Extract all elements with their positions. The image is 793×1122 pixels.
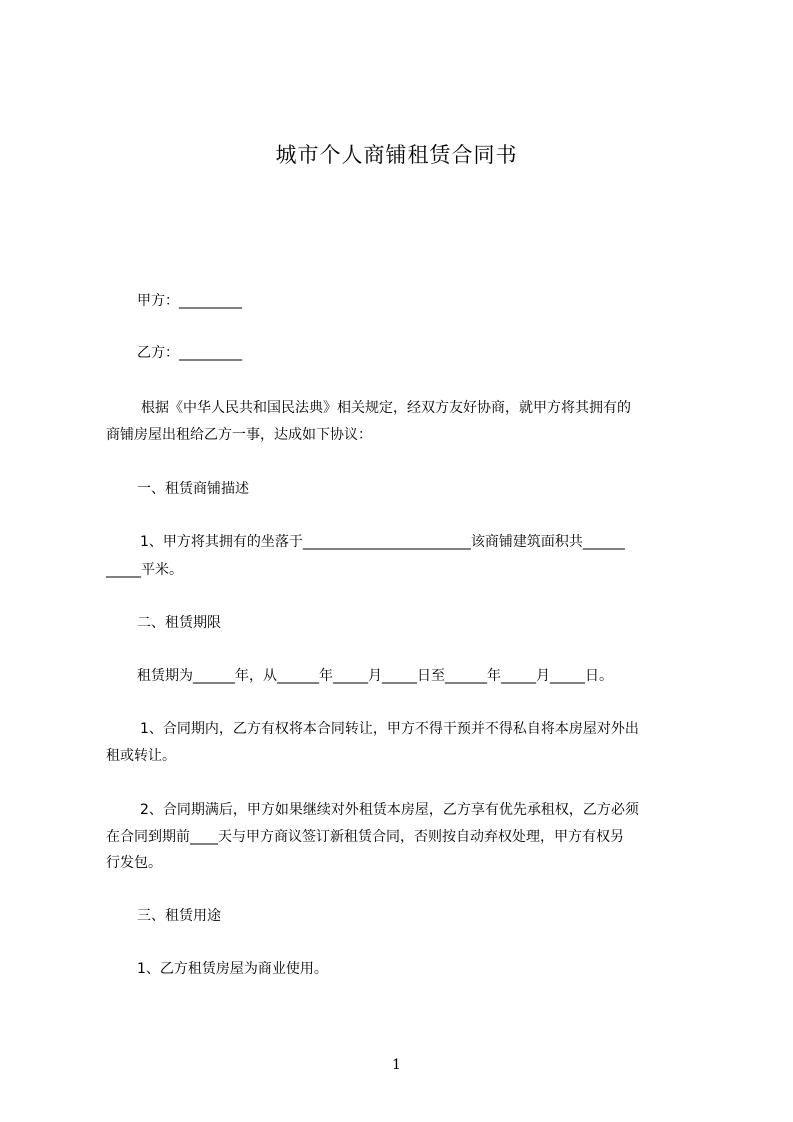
section-heading-lease-description: 一、租赁商铺描述 xyxy=(137,481,249,497)
section-heading-lease-use: 三、租赁用途 xyxy=(137,908,221,924)
clause-renewal-line-1: 2、合同期满后，甲方如果继续对外租赁本房屋，乙方享有优先承租权，乙方必须 xyxy=(140,802,639,818)
clause-location-line-2: _____平米。 xyxy=(106,562,183,578)
clause-use-line: 1、乙方租赁房屋为商业使用。 xyxy=(137,961,328,977)
party-b-line: 乙方：_________ xyxy=(137,345,242,361)
document-title: 城市个人商铺租赁合同书 xyxy=(275,143,518,167)
section-heading-lease-term: 二、租赁期限 xyxy=(137,615,221,631)
lease-period-line: 租赁期为______年，从______年_____月_____日至______年_____月_____日。 xyxy=(137,668,613,684)
clause-transfer-line-2: 租或转让。 xyxy=(106,748,176,764)
clause-location-line-1: 1、甲方将其拥有的坐落于________________________该商铺建筑面积共______ xyxy=(140,534,625,550)
intro-paragraph-line-1: 根据《中华人民共和国民法典》相关规定，经双方友好协商，就甲方将其拥有的 xyxy=(141,400,631,416)
intro-paragraph-line-2: 商铺房屋出租给乙方一事，达成如下协议： xyxy=(106,427,372,443)
page-number: 1 xyxy=(392,1057,401,1073)
clause-renewal-line-2: 在合同到期前____天与甲方商议签订新租赁合同，否则按自动弃权处理，甲方有权另 xyxy=(106,829,624,845)
party-a-line: 甲方：_________ xyxy=(137,293,242,309)
clause-transfer-line-1: 1、合同期内，乙方有权将本合同转让，甲方不得干预并不得私自将本房屋对外出 xyxy=(140,721,639,737)
clause-renewal-line-3: 行发包。 xyxy=(106,855,162,871)
